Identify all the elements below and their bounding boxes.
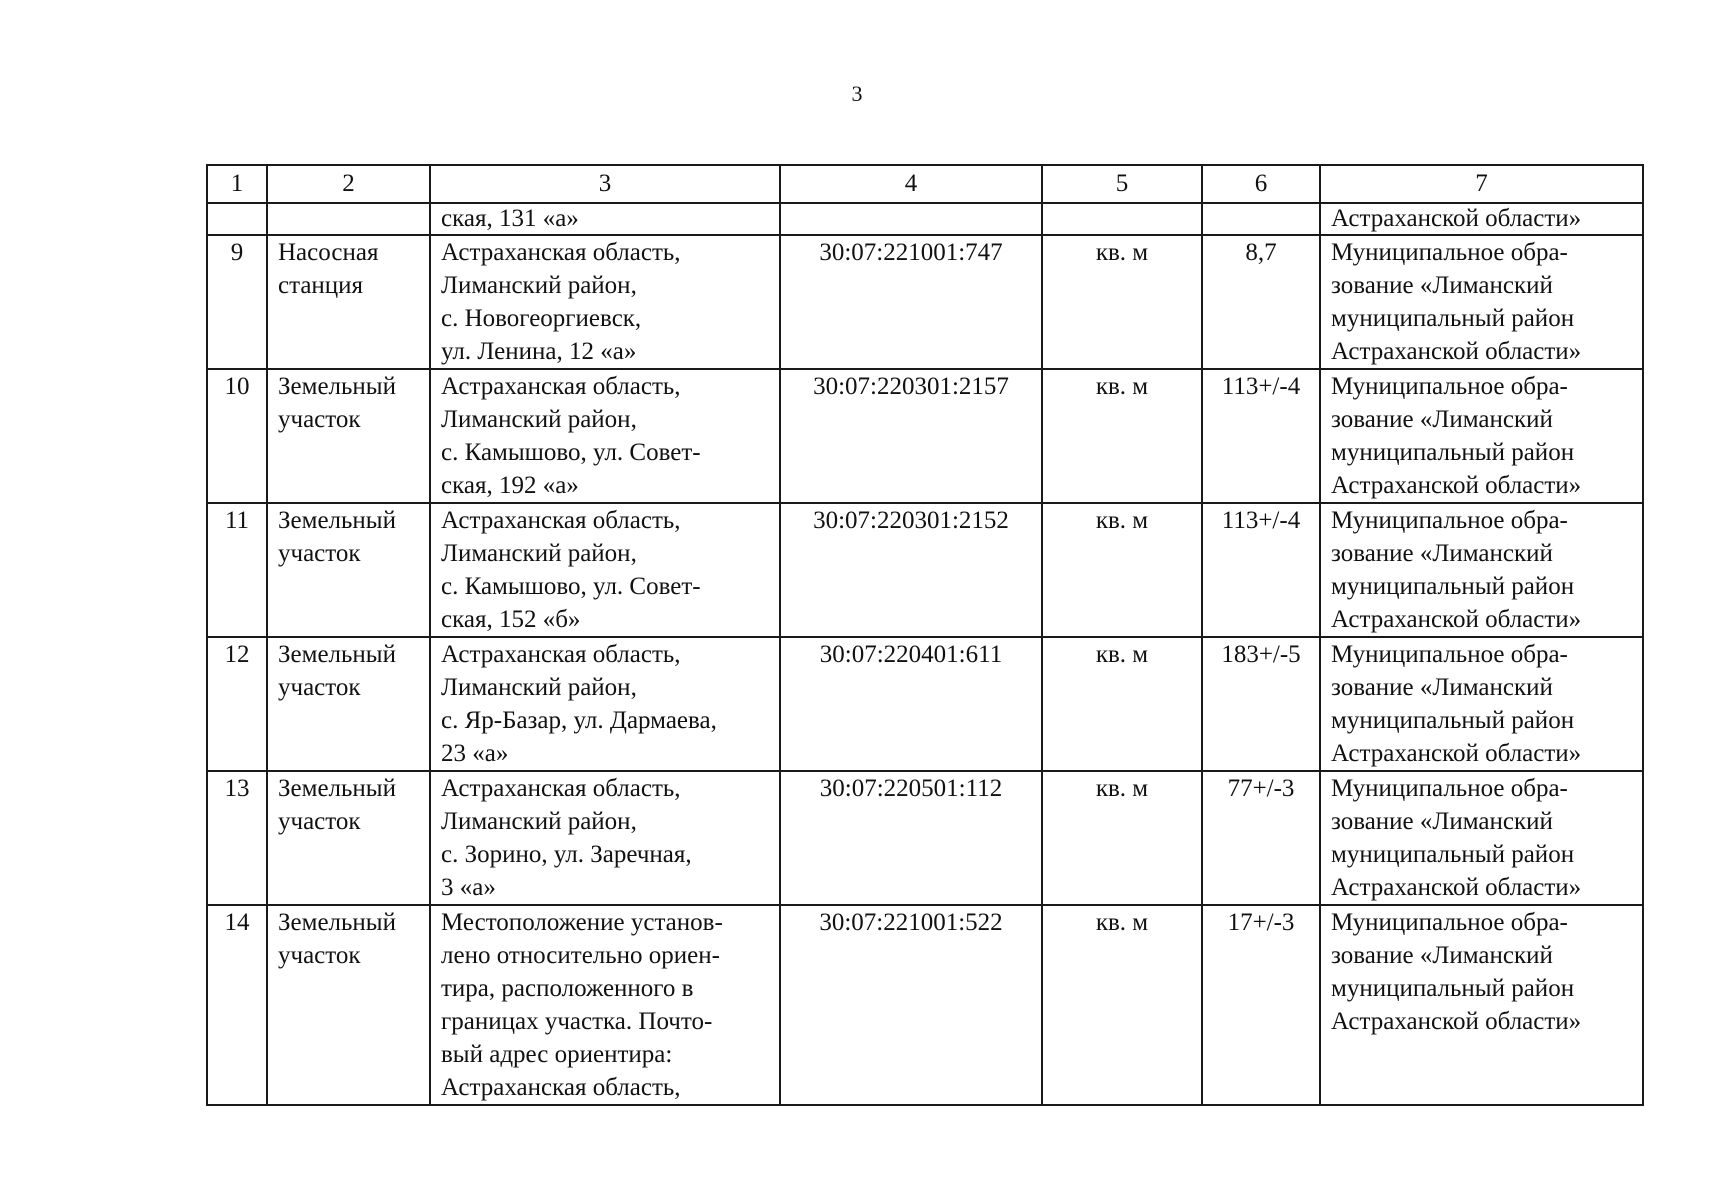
unit-cell: кв. м bbox=[1042, 369, 1202, 503]
continuation-row bbox=[207, 203, 1643, 235]
object-name-cell: Земельный участок bbox=[267, 771, 430, 905]
address-cell: Астраханская область, Лиманский район, с. Камышово, ул. Совет- ская, 152 «б» bbox=[430, 503, 780, 637]
owner-cell: Муниципальное обра- зование «Лиманский муниципальный район Астраханской области» bbox=[1320, 637, 1643, 771]
unit-cell: кв. м bbox=[1042, 905, 1202, 1105]
row-number-cell: 14 bbox=[207, 905, 267, 1105]
column-header: 3 bbox=[430, 165, 780, 203]
owner-cell: Муниципальное обра- зование «Лиманский муниципальный район Астраханской области» bbox=[1320, 369, 1643, 503]
cadastral-number-cell: 30:07:220301:2152 bbox=[780, 503, 1042, 637]
area-cell: 8,7 bbox=[1202, 235, 1320, 369]
row-number-cell bbox=[207, 203, 267, 235]
table-row bbox=[207, 503, 1643, 637]
row-number-cell: 10 bbox=[207, 369, 267, 503]
unit-cell: кв. м bbox=[1042, 637, 1202, 771]
page-number: 3 bbox=[851, 81, 863, 106]
address-cell: ская, 131 «а» bbox=[430, 203, 780, 235]
property-registry-table bbox=[206, 164, 1644, 1106]
table-row bbox=[207, 771, 1643, 905]
unit-cell: кв. м bbox=[1042, 503, 1202, 637]
area-cell bbox=[1202, 203, 1320, 235]
row-number-cell: 9 bbox=[207, 235, 267, 369]
object-name-cell: Земельный участок bbox=[267, 905, 430, 1105]
column-header: 4 bbox=[780, 165, 1042, 203]
object-name-cell: Земельный участок bbox=[267, 369, 430, 503]
area-cell: 113+/-4 bbox=[1202, 503, 1320, 637]
object-name-cell: Земельный участок bbox=[267, 503, 430, 637]
column-header: 7 bbox=[1320, 165, 1643, 203]
row-number-cell: 11 bbox=[207, 503, 267, 637]
area-cell: 183+/-5 bbox=[1202, 637, 1320, 771]
unit-cell bbox=[1042, 203, 1202, 235]
cadastral-number-cell: 30:07:220401:611 bbox=[780, 637, 1042, 771]
owner-cell: Муниципальное обра- зование «Лиманский муниципальный район Астраханской области» bbox=[1320, 235, 1643, 369]
object-name-cell: Земельный участок bbox=[267, 637, 430, 771]
column-header: 2 bbox=[267, 165, 430, 203]
cadastral-number-cell: 30:07:221001:522 bbox=[780, 905, 1042, 1105]
unit-cell: кв. м bbox=[1042, 771, 1202, 905]
address-cell: Астраханская область, Лиманский район, с. Зорино, ул. Заречная, 3 «а» bbox=[430, 771, 780, 905]
address-cell: Астраханская область, Лиманский район, с. Новогеоргиевск, ул. Ленина, 12 «а» bbox=[430, 235, 780, 369]
table-row bbox=[207, 235, 1643, 369]
owner-cell: Муниципальное обра- зование «Лиманский муниципальный район Астраханской области» bbox=[1320, 503, 1643, 637]
owner-cell: Муниципальное обра- зование «Лиманский муниципальный район Астраханской области» bbox=[1320, 771, 1643, 905]
address-cell: Астраханская область, Лиманский район, с. Камышово, ул. Совет- ская, 192 «а» bbox=[430, 369, 780, 503]
unit-cell: кв. м bbox=[1042, 235, 1202, 369]
column-header: 6 bbox=[1202, 165, 1320, 203]
cadastral-number-cell: 30:07:220301:2157 bbox=[780, 369, 1042, 503]
cadastral-number-cell: 30:07:220501:112 bbox=[780, 771, 1042, 905]
cadastral-number-cell bbox=[780, 203, 1042, 235]
table-row bbox=[207, 369, 1643, 503]
owner-cell: Астраханской области» bbox=[1320, 203, 1643, 235]
row-number-cell: 13 bbox=[207, 771, 267, 905]
cadastral-number-cell: 30:07:221001:747 bbox=[780, 235, 1042, 369]
address-cell: Астраханская область, Лиманский район, с. Яр-Базар, ул. Дармаева, 23 «а» bbox=[430, 637, 780, 771]
owner-cell: Муниципальное обра- зование «Лиманский муниципальный район Астраханской области» bbox=[1320, 905, 1643, 1105]
table-row bbox=[207, 905, 1643, 1105]
address-cell: Местоположение установ- лено относительно ориен- тира, расположенного в границах участка. Почто- вый адрес ориентира: Астраханская область, bbox=[430, 905, 780, 1105]
row-number-cell: 12 bbox=[207, 637, 267, 771]
area-cell: 113+/-4 bbox=[1202, 369, 1320, 503]
object-name-cell: Насосная станция bbox=[267, 235, 430, 369]
area-cell: 17+/-3 bbox=[1202, 905, 1320, 1105]
area-cell: 77+/-3 bbox=[1202, 771, 1320, 905]
table-row bbox=[207, 637, 1643, 771]
column-header: 1 bbox=[207, 165, 267, 203]
object-name-cell bbox=[267, 203, 430, 235]
column-header: 5 bbox=[1042, 165, 1202, 203]
table-header-row bbox=[207, 165, 1643, 203]
